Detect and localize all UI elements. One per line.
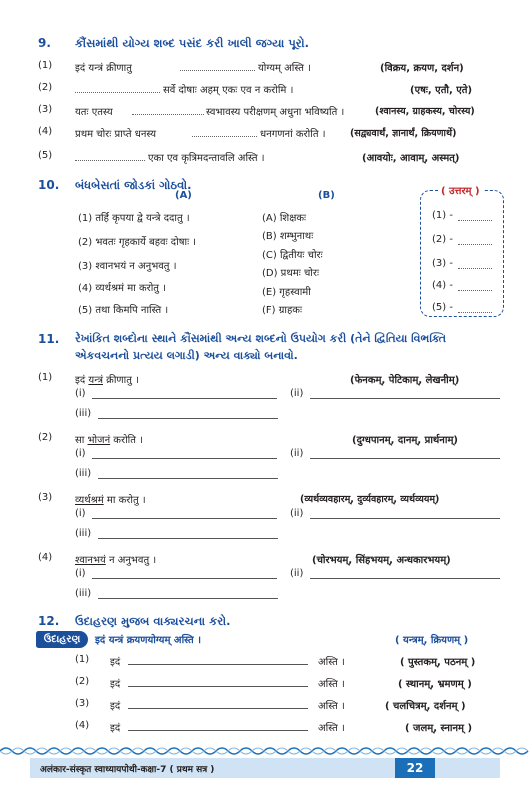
q11-item-text-after: करोति । [110,435,143,446]
answer-slot-label: (1) - [432,210,453,221]
underlined-word: श्वानभयं [75,555,106,566]
sub-label-ii: (ii) [290,388,304,399]
q11-item-number: (4) [38,552,53,563]
match-a-item: (2) भवतः गृहकार्ये बहवः दोषाः । [78,237,197,248]
sub-label-ii: (ii) [290,448,304,459]
q12-item-options: ( पुस्तकम्, पठनम् ) [400,657,476,668]
sub-label-iii: (iii) [75,588,92,599]
q10-heading: બંધબેસતાં જોડકાં ગોઠવો. [75,178,192,192]
q9-item-text-after: योग्यम् अस्ति । [258,63,311,74]
answer-line[interactable] [98,538,278,539]
answer-line[interactable] [128,664,308,665]
q11-heading-line1: રેખાંકિત શબ્દોના સ્થાને કૌંસમાંથી અન્ય શબ્દનો ઉપયોગ કરી (તેને દ્વિતિયા વિભક્તિ [75,332,447,345]
match-b-item: (A) शिक्षकः [262,213,307,224]
idam-word: इदं [110,701,121,712]
match-a-item: (5) तथा किमपि नास्ति । [78,305,169,316]
sub-label-i: (i) [75,568,86,579]
q11-item-sentence [75,372,139,386]
sub-label-ii: (ii) [290,508,304,519]
footer-book-title: अलंकार-संस्कृत स्वाध्यायपोथी-कक्षा-7 ( प्रथम सत्र ) [40,765,215,775]
answer-slot[interactable] [458,290,492,291]
q11-item-number: (1) [38,372,53,383]
blank-line[interactable] [192,136,257,137]
answer-slot[interactable] [458,244,492,245]
idam-word: इदं [110,657,121,668]
asti-word: अस्ति । [318,657,345,668]
q9-item-options: (एषः, एतौ, एते) [410,85,473,96]
q9-item-options: (श्वानस्य, ग्राहकस्य, चोरस्य) [375,106,475,117]
q9-item-options: (सद्व्यवार्थं, ज्ञानार्थं, क्रियणार्थे) [350,128,457,139]
idam-word: इदं [110,679,121,690]
answer-line[interactable] [128,686,308,687]
sub-label-i: (i) [75,448,86,459]
q11-item-text-before: इदं [75,375,89,386]
q9-item-number: (3) [38,104,53,115]
q9-item-text-after: स्वभावस्य परीक्षणम् अधुना भविष्यति । [206,107,345,118]
q9-item-options: (विक्रय, क्रयण, दर्शन) [380,63,464,74]
blank-line[interactable] [180,70,255,71]
q11-item-options: (चोरभयम्, सिंहभयम्, अन्धकारभयम्) [312,555,451,566]
q12-item-options: ( जलम्, स्नानम् ) [405,723,473,734]
underlined-word: यन्त्रं [88,375,103,386]
q11-item-text-after: क्रीणातु । [102,375,139,386]
example-tag: ઉદાહરણ [36,631,88,648]
blank-line[interactable] [132,114,204,115]
match-a-item: (4) व्यर्थश्रमं मा करोतु । [78,283,166,294]
q9-item-text-before: इदं यन्त्रं क्रीणातु [75,63,132,74]
q12-number: 12. [38,614,60,628]
answer-line[interactable] [128,708,308,709]
q9-heading: કૌંસમાંથી યોગ્ય શબ્દ પસંદ કરી ખાલી જગ્યા પૂરો. [75,36,309,50]
answer-slot-label: (2) - [432,234,453,245]
answer-slot-label: (4) - [432,280,453,291]
answer-line[interactable] [92,578,277,579]
example-options: ( यन्त्रम्, क्रियणम् ) [395,635,469,646]
match-b-item: (E) गृहस्वामी [262,287,311,298]
q11-item-sentence [75,552,156,566]
q11-item-text-after: न अनुभवतु । [105,555,157,566]
q9-item-text-before: प्रथम चोरः प्राप्ते धनस्य [75,129,157,140]
q11-item-text-after: मा करोतु । [103,495,146,506]
q12-item-number: (1) [75,654,90,665]
q9-item-number: (1) [38,60,53,71]
sub-label-iii: (iii) [75,408,92,419]
answer-slot[interactable] [458,312,492,313]
sub-label-ii: (ii) [290,568,304,579]
q9-item-options: (आवयोः, आवाम्, अस्मत्) [362,153,460,164]
answer-line[interactable] [92,458,277,459]
q12-item-number: (2) [75,676,90,687]
answer-line[interactable] [98,478,278,479]
answer-line[interactable] [98,418,278,419]
blank-line[interactable] [75,160,145,161]
q12-heading: ઉદાહરણ મુજબ વાક્યરચના કરો. [75,614,231,628]
q11-item-options: (दुग्धपानम्, दानम्, प्रार्थनाम्) [352,435,458,446]
blank-line[interactable] [75,92,160,93]
underlined-word: व्यर्थश्रमं [75,495,104,506]
q10-number: 10. [38,178,60,192]
match-a-item: (1) तर्हि कृपया द्वे यन्त्रे ददातु । [78,213,190,224]
match-a-item: (3) श्वानभयं न अनुभवतु । [78,261,177,272]
q11-item-text-before: सा [75,435,88,446]
q9-item-text-after: सर्वे दोषाः अहम् एकः एव न करोमि । [163,85,294,96]
answer-line[interactable] [92,398,277,399]
page-number: 22 [395,758,435,778]
sub-label-i: (i) [75,388,86,399]
q9-number: 9. [38,36,51,50]
match-b-item: (D) प्रथमः चोरः [262,268,319,279]
q9-item-number: (4) [38,126,53,137]
underlined-word: भोजनं [87,435,111,446]
q11-item-sentence [75,432,143,446]
q11-item-options: (व्यर्थव्यवहारम्, दुर्व्यवहारम्, व्यर्थव्ययम्) [300,494,440,505]
column-b-header: (B) [318,190,335,201]
q9-item-number: (2) [38,82,53,93]
q12-item-number: (4) [75,720,90,731]
answer-slot-label: (5) - [432,302,453,313]
q9-item-text-before: यतः एतस्य [75,107,113,118]
answer-line[interactable] [98,598,278,599]
sub-label-iii: (iii) [75,468,92,479]
answer-line[interactable] [310,518,500,519]
q11-item-number: (2) [38,432,53,443]
q11-item-options: (फेनकम्, पेटिकाम्, लेखनीम्) [350,375,460,386]
answer-line[interactable] [310,458,500,459]
sub-label-i: (i) [75,508,86,519]
column-a-header: (A) [175,190,192,201]
q12-item-options: ( चलचित्रम्, दर्शनम् ) [385,701,466,712]
q11-item-number: (3) [38,492,53,503]
decorative-wave-border [0,744,530,758]
answer-line[interactable] [310,578,500,579]
answer-slot-label: (3) - [432,258,453,269]
asti-word: अस्ति । [318,723,345,734]
q12-item-number: (3) [75,698,90,709]
answer-line[interactable] [310,398,500,399]
answer-slot[interactable] [458,268,492,269]
q9-item-text-after: धनगणनां करोति । [260,129,326,140]
example-sentence: इदं यन्त्रं क्रयणयोग्यम् अस्ति । [95,635,202,646]
idam-word: इदं [110,723,121,734]
q11-item-sentence [75,492,146,506]
sub-label-iii: (iii) [75,528,92,539]
q11-heading-line2: એકવચનનો પ્રત્યય લગાડી) અન્ય વાક્યો બનાવો. [75,349,298,362]
q12-item-options: ( स्थानम्, भ्रमणम् ) [398,679,472,690]
match-b-item: (B) शम्भुनाथः [262,231,314,242]
match-b-item: (C) द्वितीयः चोरः [262,250,323,261]
answer-slot[interactable] [458,220,492,221]
match-b-item: (F) ग्राहकः [262,305,302,316]
answer-line[interactable] [128,730,308,731]
q9-item-number: (5) [38,150,53,161]
asti-word: अस्ति । [318,701,345,712]
q9-item-text-after: एका एव कृत्रिमदन्तावलि अस्ति । [148,153,265,164]
q11-number: 11. [38,332,60,346]
answer-line[interactable] [92,518,277,519]
asti-word: अस्ति । [318,679,345,690]
answer-box-title: ( उत्तरम् ) [438,183,483,197]
